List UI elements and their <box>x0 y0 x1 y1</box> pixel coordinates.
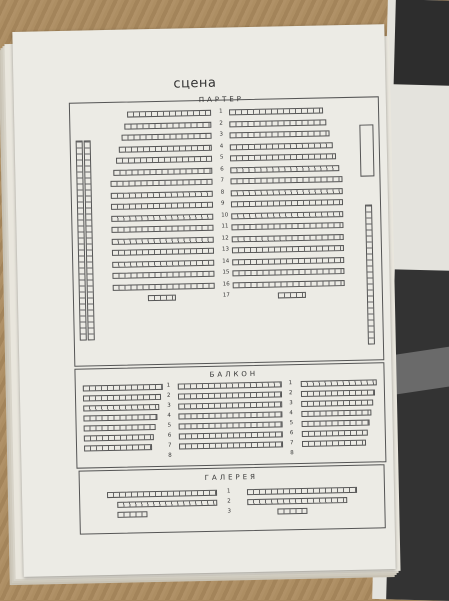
balkon-row-number-left: 2 <box>166 392 171 399</box>
stage-label: сцена <box>173 75 217 92</box>
galereya-row-number: 2 <box>227 498 231 505</box>
parter-title: ПАРТЕР <box>198 95 245 105</box>
seating-plan <box>69 94 393 545</box>
balkon-row-number-left: 6 <box>167 432 172 439</box>
parter-row-number: 15 <box>222 269 230 276</box>
balkon-row-number-right: 1 <box>288 380 293 387</box>
galereya-row-number: 3 <box>227 508 231 515</box>
parter-row-number: 14 <box>222 257 230 265</box>
parter-row-number: 17 <box>222 292 230 299</box>
parter-row-number: 7 <box>220 177 225 184</box>
parter-row-number: 4 <box>219 143 224 150</box>
parter-seat-block-right <box>278 292 306 299</box>
balkon-row-number-left: 7 <box>167 442 172 449</box>
seating-plan-page <box>12 24 395 577</box>
parter-row-number: 10 <box>221 211 229 219</box>
balkon-row-number-left: 3 <box>167 402 171 409</box>
parter-row-number: 8 <box>220 189 225 196</box>
parter-row-number: 2 <box>219 120 223 127</box>
balkon-row-number-left: 5 <box>167 422 172 429</box>
balkon-row-number-right: 6 <box>289 430 294 437</box>
balkon-row-number-right: 3 <box>289 400 293 407</box>
balkon-title: БАЛКОН <box>209 369 259 379</box>
parter-row-number: 9 <box>220 200 225 207</box>
galereya-seat-block-right <box>277 508 307 515</box>
parter-row-number: 12 <box>221 234 229 242</box>
galereya-title: ГАЛЕРЕЯ <box>204 472 259 483</box>
parter-seat-block-left <box>148 295 176 302</box>
right-entrance-box <box>359 124 374 176</box>
parter-row-number: 5 <box>219 154 224 161</box>
facing-page-photo-top <box>394 0 449 86</box>
balkon-row-number-right: 7 <box>289 440 294 447</box>
balkon-row-number-left: 1 <box>166 382 171 389</box>
galereya-seat-block-left <box>117 511 147 518</box>
balkon-row-number-right: 5 <box>289 420 294 427</box>
parter-row-number: 6 <box>220 166 224 173</box>
parter-row-number: 11 <box>221 223 229 230</box>
parter-row-number: 13 <box>221 246 229 253</box>
balkon-row-number-left: 4 <box>167 412 171 419</box>
galereya-row-number: 1 <box>226 488 231 495</box>
parter-row-number: 1 <box>218 108 223 115</box>
parter-row-number: 16 <box>222 280 230 288</box>
balkon-row-number-right: 8 <box>290 450 294 457</box>
balkon-row-number-right: 2 <box>288 390 293 397</box>
balkon-row-number-right: 4 <box>289 410 293 417</box>
balkon-row-number-left: 8 <box>168 452 172 459</box>
parter-row-number: 3 <box>219 131 224 138</box>
